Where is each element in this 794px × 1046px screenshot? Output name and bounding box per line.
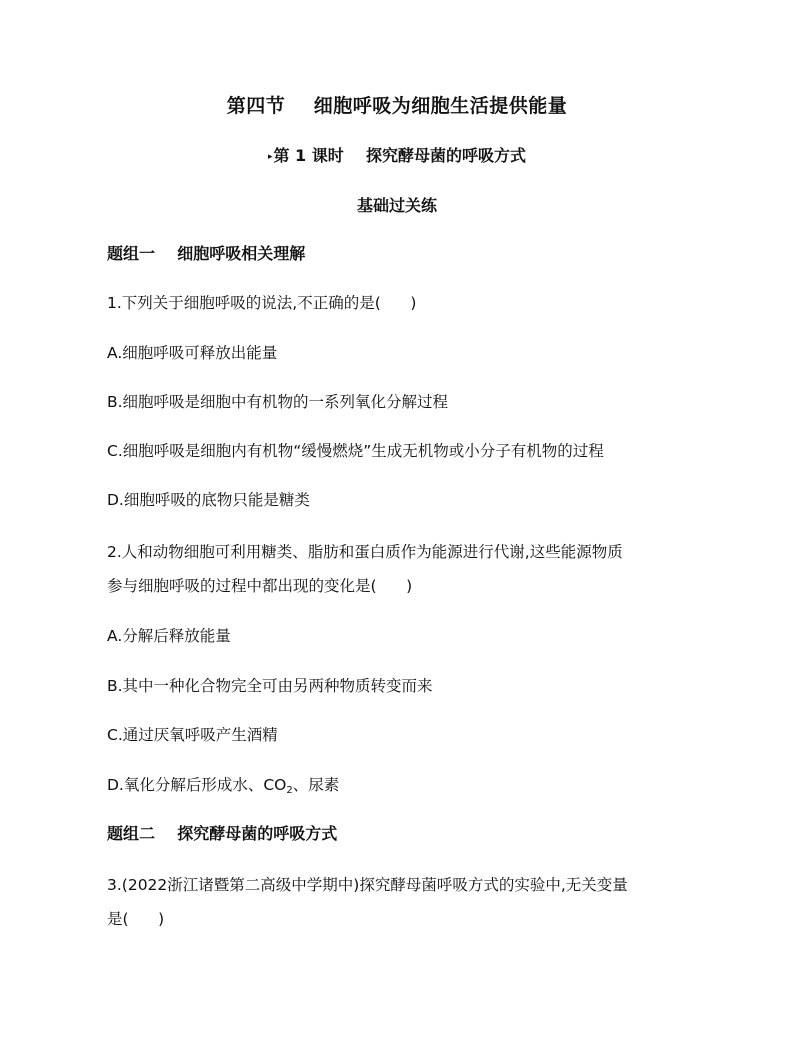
question-1-option-a: A.细胞呼吸可释放出能量 <box>107 344 278 362</box>
question-1-option-b: B.细胞呼吸是细胞中有机物的一系列氧化分解过程 <box>107 393 449 411</box>
question-2-option-a: A.分解后释放能量 <box>107 627 231 645</box>
question-3-stem-line-2: 是( ) <box>107 910 165 928</box>
lesson-title-row <box>0 145 794 170</box>
question-2-stem-line-1: 2.人和动物细胞可利用糖类、脂肪和蛋白质作为能源进行代谢,这些能源物质 <box>107 543 623 561</box>
question-2-option-d-suffix: 、尿素 <box>292 776 340 794</box>
question-2-option-b: B.其中一种化合物完全可由另两种物质转变而来 <box>107 677 433 695</box>
question-2-stem-line-2: 参与细胞呼吸的过程中都出现的变化是( ) <box>107 577 413 595</box>
group-title-2: 题组二 探究酵母菌的呼吸方式 <box>107 824 338 843</box>
group-title-1: 题组一 细胞呼吸相关理解 <box>107 244 306 263</box>
question-1-stem: 1.下列关于细胞呼吸的说法,不正确的是( ) <box>107 294 417 312</box>
question-3-stem-line-1: 3.(2022浙江诸暨第二高级中学期中)探究酵母菌呼吸方式的实验中,无关变量 <box>107 876 628 894</box>
chapter-title: 第四节 细胞呼吸为细胞生活提供能量 <box>226 95 568 117</box>
section-title: 基础过关练 <box>356 196 437 215</box>
question-2-option-d <box>107 774 339 796</box>
triangle-marker-icon: ▸ <box>267 152 273 162</box>
question-2-option-d-prefix: D.氧化分解后形成水、CO <box>107 776 287 794</box>
lesson-title: 第 1 课时 探究酵母菌的呼吸方式 <box>273 146 527 165</box>
co2-subscript: 2 <box>286 785 293 796</box>
question-2-option-c: C.通过厌氧呼吸产生酒精 <box>107 726 278 744</box>
question-1-option-c: C.细胞呼吸是细胞内有机物“缓慢燃烧”生成无机物或小分子有机物的过程 <box>107 442 604 460</box>
question-1-option-d: D.细胞呼吸的底物只能是糖类 <box>107 491 310 509</box>
